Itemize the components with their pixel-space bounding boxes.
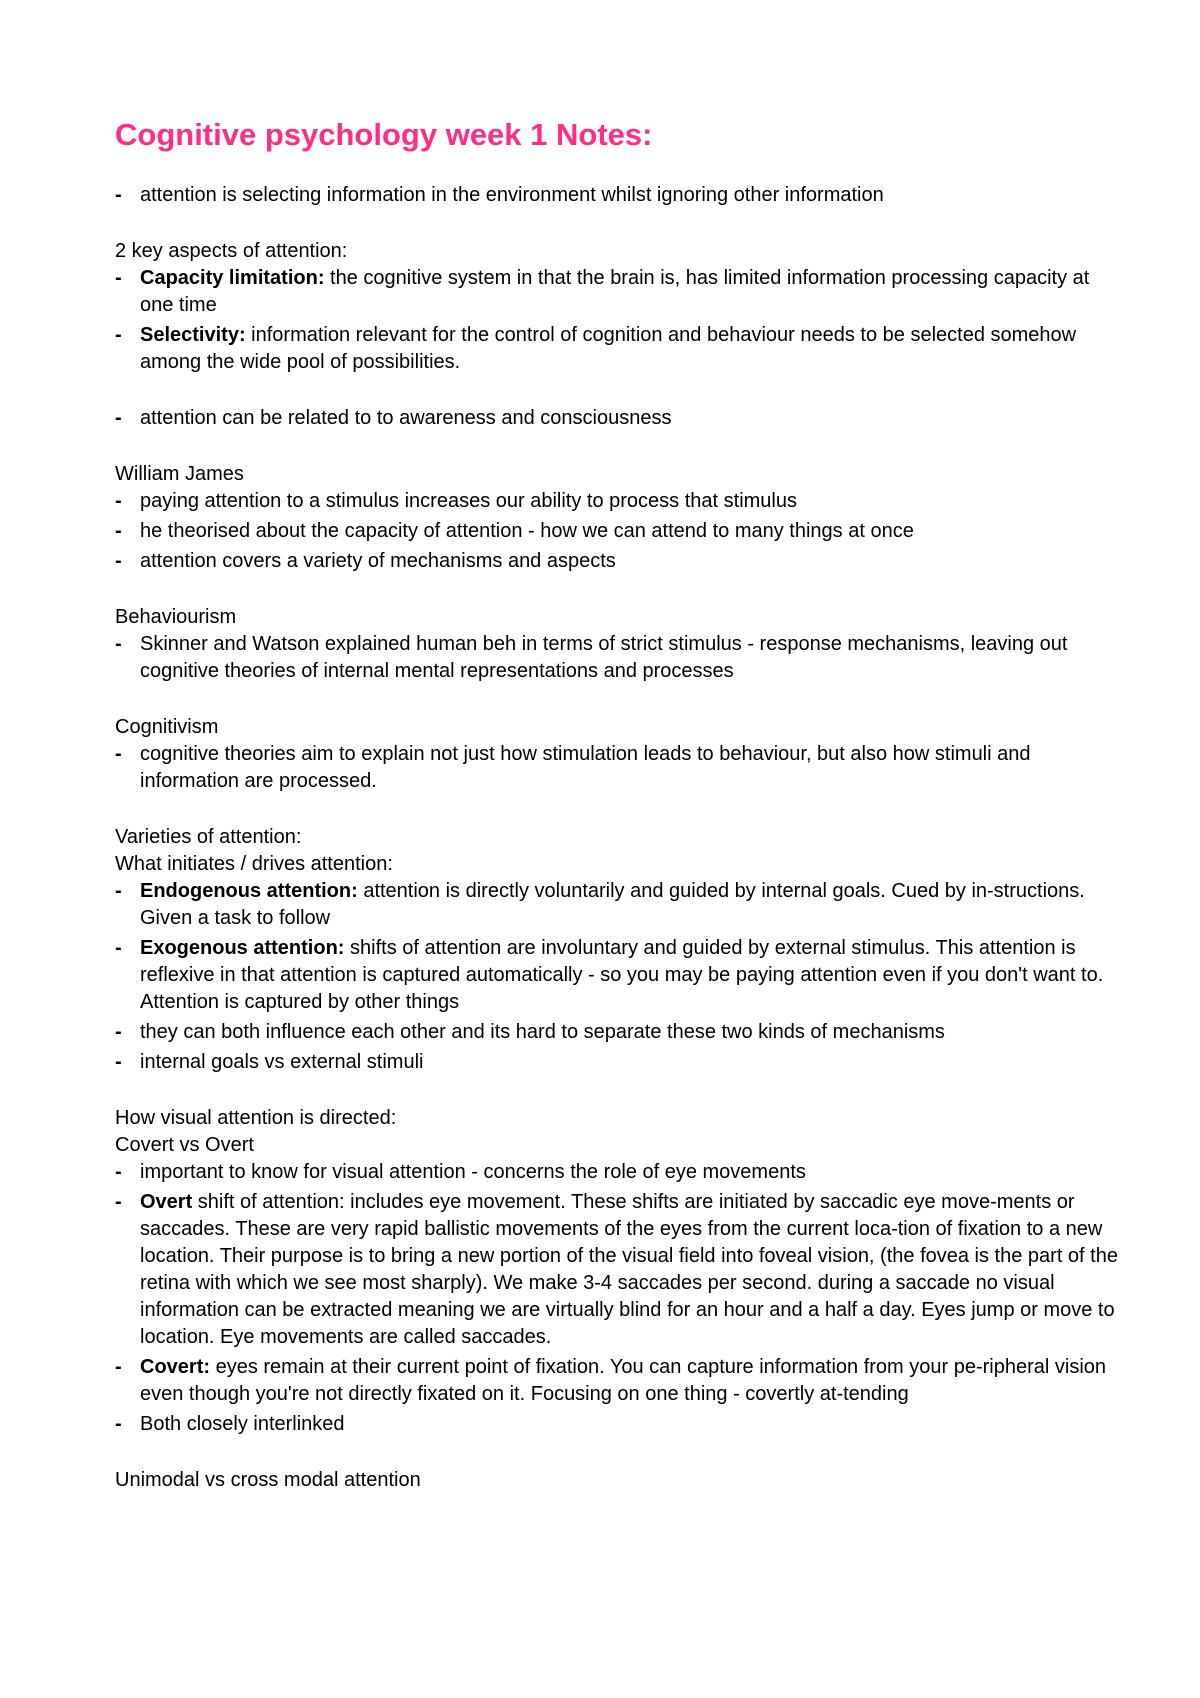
term: Endogenous attention: <box>140 880 358 902</box>
definition: Both closely interlinked <box>140 1413 345 1435</box>
list-item <box>115 1159 1120 1186</box>
definition: they can both influence each other and its hard to separate these two kinds of mechanisms <box>140 1021 945 1043</box>
list-item <box>115 1411 1120 1438</box>
document-body <box>115 182 1120 1494</box>
list-item <box>115 322 1120 376</box>
visual-list <box>115 1159 1120 1438</box>
list-item: - Skinner and Watson explained human beh in terms of strict stimulus - response mechanisms, leaving out cognitive theories of internal mental representations and processes <box>115 631 1120 685</box>
section-heading-cognitivism: Cognitivism <box>115 716 219 738</box>
list-item <box>115 265 1120 319</box>
list-item <box>115 1354 1120 1408</box>
list-item <box>115 1189 1120 1351</box>
list-item <box>115 1049 1120 1076</box>
term: Selectivity: <box>140 324 246 346</box>
intro-list <box>115 182 1120 209</box>
william-james-list <box>115 488 1120 575</box>
definition: internal goals vs external stimuli <box>140 1051 424 1073</box>
section-heading-key-aspects: 2 key aspects of attention: <box>115 240 348 262</box>
section-subheading-varieties: What initiates / drives attention: <box>115 853 393 875</box>
behaviourism-list <box>115 631 1120 685</box>
term: Exogenous attention: <box>140 937 345 959</box>
term: Covert: <box>140 1356 211 1378</box>
term: Overt <box>140 1191 193 1213</box>
key-aspects-list <box>115 265 1120 376</box>
page-title: Cognitive psychology week 1 Notes: <box>115 117 653 152</box>
list-item <box>115 878 1120 932</box>
list-item: - paying attention to a stimulus increases our ability to process that stimulus <box>115 488 1120 515</box>
list-item <box>115 935 1120 1016</box>
definition: information relevant for the control of cognition and behaviour needs to be selected somehow among the wide pool of possibilities. <box>140 324 1077 373</box>
list-item: - he theorised about the capacity of attention - how we can attend to many things at once <box>115 518 1120 545</box>
section-heading-visual: How visual attention is directed: <box>115 1107 397 1129</box>
definition: eyes remain at their current point of fixation. You can capture information from your pe-ripheral vision even though you're not directly fixated on it. Focusing on one thing - covertly at-tending <box>140 1356 1107 1405</box>
definition: shift of attention: includes eye movement. These shifts are initiated by saccadic eye move-ments or saccades. These are very rapid ballistic movements of the eyes from the current loca-tion of fixation to a new location. Their purpose is to bring a new portion of the visual field into foveal vision, (the fovea is the part of the retina with which we see most sharply). We make 3-4 saccades per second. during a saccade no visual information can be extracted meaning we are virtually blind for an hour and a half a day. Eyes jump or move to location. Eye movements are called saccades. <box>140 1191 1118 1348</box>
list-item <box>115 1019 1120 1046</box>
definition: attention is directly voluntarily and guided by internal goals. Cued by in-structions. Given a task to follow <box>140 880 1085 929</box>
varieties-list <box>115 878 1120 1076</box>
section-heading-behaviourism: Behaviourism <box>115 606 237 628</box>
definition: important to know for visual attention - concerns the role of eye movements <box>140 1161 806 1183</box>
list-item: - attention covers a variety of mechanisms and aspects <box>115 548 1120 575</box>
list-item: - attention is selecting information in the environment whilst ignoring other information <box>115 182 1120 209</box>
term: Capacity limitation: <box>140 267 325 289</box>
cognitivism-list <box>115 741 1120 795</box>
list-item: - cognitive theories aim to explain not just how stimulation leads to behaviour, but also how stimuli and information are processed. <box>115 741 1120 795</box>
section-subheading-visual: Covert vs Overt <box>115 1134 254 1156</box>
section-heading-william-james: William James <box>115 463 244 485</box>
section-heading-varieties: Varieties of attention: <box>115 826 302 848</box>
definition: the cognitive system in that the brain is, has limited information processing capacity at one time <box>140 267 1090 316</box>
definition: shifts of attention are involuntary and guided by external stimulus. This attention is reflexive in that attention is captured automatically - so you may be paying attention even if you don't want to. Attention is captured by other things <box>140 937 1104 1013</box>
awareness-list <box>115 405 1120 432</box>
section-heading-unimodal: Unimodal vs cross modal attention <box>115 1469 421 1491</box>
list-item: - attention can be related to to awareness and consciousness <box>115 405 1120 432</box>
